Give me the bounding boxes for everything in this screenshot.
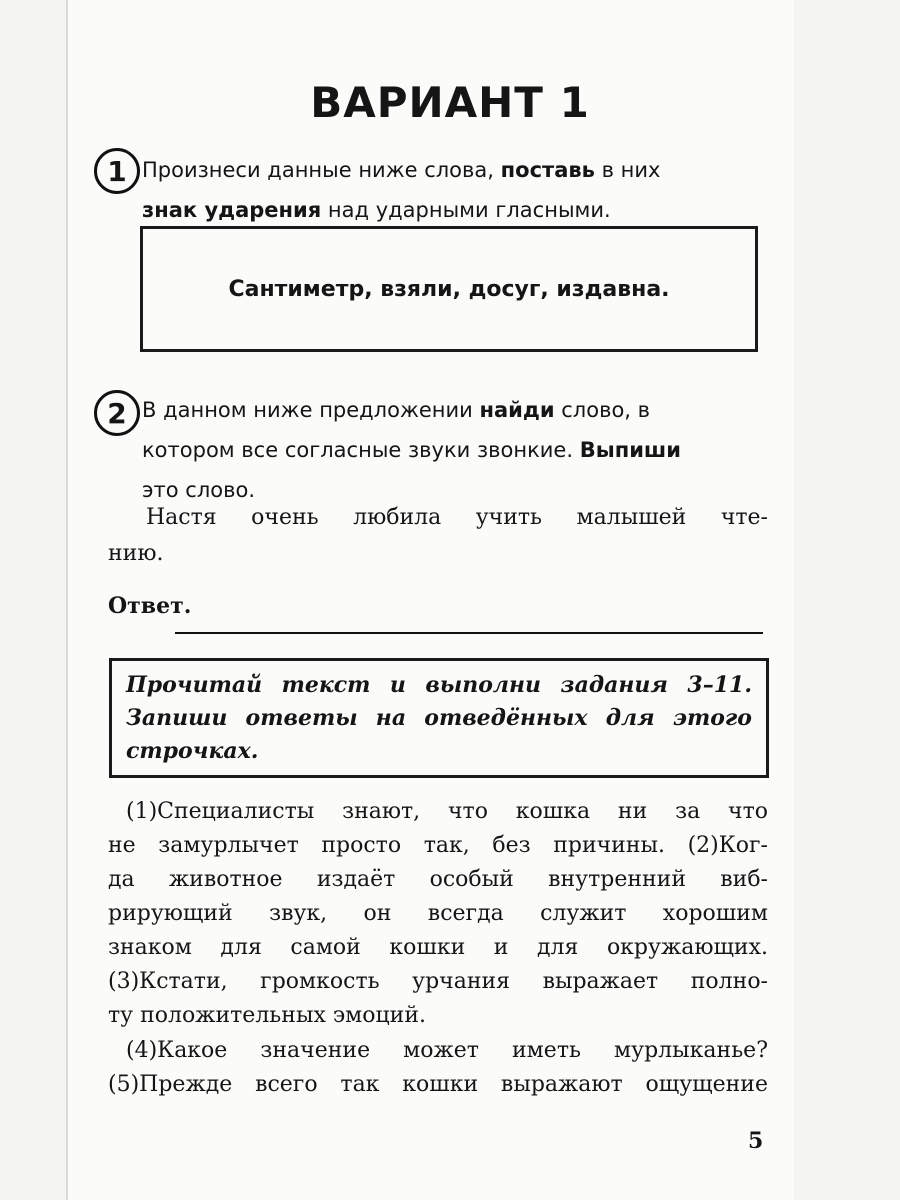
task-1-text-part: над ударными гласными.: [321, 198, 611, 222]
text-line: (5)Прежде всего так кошки выражают ощущение: [108, 1072, 768, 1097]
task-1-line-1: [142, 150, 762, 190]
task-2-sentence-line-2: нию.: [108, 541, 164, 566]
text-line: (1)Специалисты знают, что кошка ни за что: [126, 799, 768, 824]
instruction-line-1: Прочитай текст и выполни задания 3–11.: [126, 672, 752, 698]
task-1-text-part: в них: [594, 158, 661, 182]
task-2-bold-part: Выпиши: [579, 438, 681, 462]
text-line: ту положительных эмоций.: [108, 1003, 427, 1028]
task-1-text: [142, 150, 762, 230]
instruction-box: [109, 658, 769, 778]
reading-text-paragraph-2: [108, 1034, 768, 1102]
text-line: да животное издаёт особый внутренний виб-: [108, 867, 768, 892]
task-2-bold-part: найди: [479, 398, 555, 422]
task-1-bold-part: знак ударения: [142, 198, 322, 222]
task-2-line-3: это слово.: [142, 478, 255, 502]
task-2-sentence-line-1: Настя очень любила учить малышей чте-: [146, 505, 768, 530]
task-1-number: 1: [94, 148, 140, 194]
task-2-line-2: [142, 430, 762, 470]
reading-text-paragraph-1: [108, 795, 768, 1033]
text-line: не замурлычет просто так, без причины. (2)Ког-: [108, 833, 768, 858]
page-number: 5: [748, 1128, 764, 1154]
task-2-number: 2: [94, 390, 140, 436]
answer-line[interactable]: [175, 632, 763, 634]
text-line: (3)Кстати, громкость урчания выражает полно-: [108, 969, 768, 994]
instruction-line-3: строчках.: [126, 738, 259, 764]
variant-heading: ВАРИАНТ 1: [310, 78, 590, 127]
task-1-words-box: [140, 226, 758, 352]
task-1-bold-part: поставь: [500, 158, 595, 182]
text-line: (4)Какое значение может иметь мурлыканье?: [126, 1038, 768, 1063]
instruction-line-2: Запиши ответы на отведённых для этого: [126, 705, 752, 731]
task-1-text-part: Произнеси данные ниже слова,: [142, 158, 501, 182]
task-2-text: [142, 390, 762, 510]
answer-label: Ответ.: [108, 593, 192, 619]
task-2-text-part: В данном ниже предложении: [142, 398, 480, 422]
task-1-line-2: [142, 190, 762, 230]
task-2-line-1: [142, 390, 762, 430]
text-line: рирующий звук, он всегда служит хорошим: [108, 901, 768, 926]
task-2-text-part: котором все согласные звуки звонкие.: [142, 438, 580, 462]
text-line: знаком для самой кошки и для окружающих.: [108, 935, 768, 960]
task-2-text-part: слово, в: [554, 398, 651, 422]
task-1-words: Сантиметр, взяли, досуг, издавна.: [228, 277, 670, 302]
